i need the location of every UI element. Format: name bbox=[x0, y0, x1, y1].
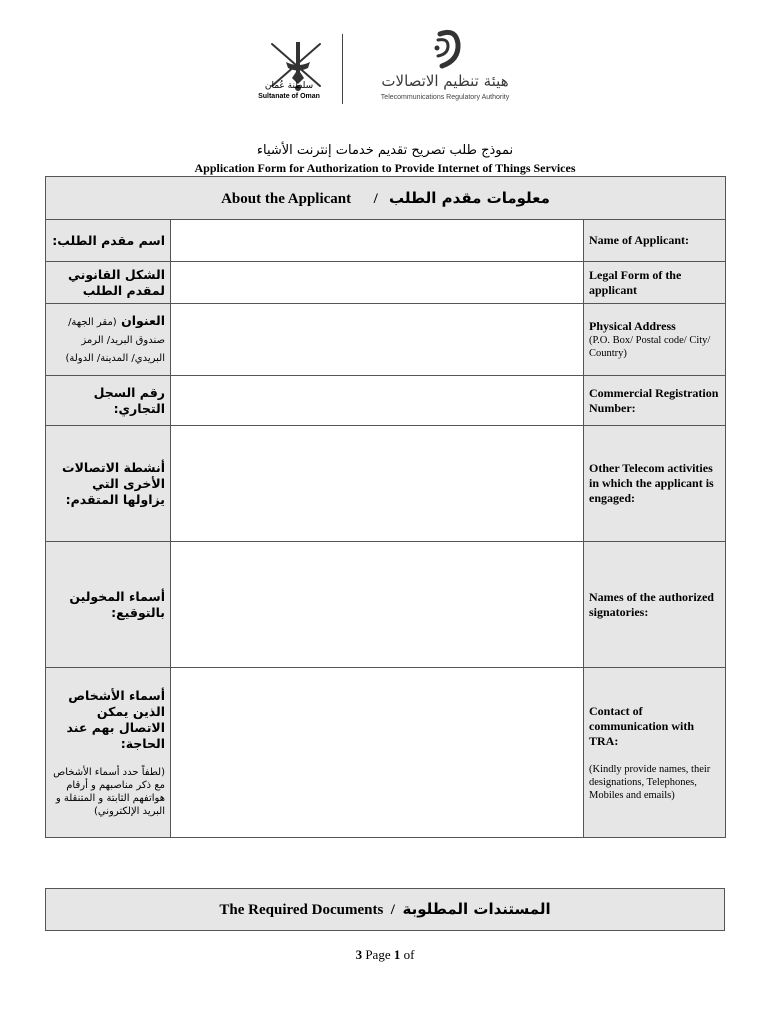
field-label-en: Legal Form of the applicant bbox=[584, 262, 726, 304]
field-label-ar: رقم السجل التجاري: bbox=[46, 376, 171, 426]
authority-name-en: Telecommunications Regulatory Authority bbox=[380, 94, 510, 101]
contact-label-en: Contact of communication with TRA: bbox=[589, 703, 694, 748]
table-row bbox=[46, 426, 726, 542]
contact-persons-input[interactable] bbox=[171, 668, 584, 838]
section-required-documents bbox=[45, 888, 725, 931]
field-label-ar bbox=[46, 304, 171, 376]
tra-logo-icon bbox=[426, 26, 466, 70]
form-title-ar: نموذج طلب تصريح تقديم خدمات إنترنت الأشياء bbox=[256, 143, 514, 158]
emblem-caption-en: Sultanate of Oman bbox=[258, 93, 320, 100]
field-label-ar: الشكل القانوني لمقدم الطلب bbox=[46, 262, 171, 304]
section-about-label-en: About the Applicant bbox=[221, 190, 352, 207]
address-label-en: Physical Address bbox=[589, 319, 676, 333]
commercial-registration-input[interactable] bbox=[171, 376, 584, 426]
field-label-ar: أسماء المخولين بالتوقيع: bbox=[46, 542, 171, 668]
table-row bbox=[46, 542, 726, 668]
contact-note-ar: (لطفاً حدد أسماء الأشخاص مع ذكر مناصبهم و أرقام هواتفهم الثابتة و المتنقلة و البريد الإلكتروني) bbox=[53, 766, 165, 817]
other-activities-input[interactable] bbox=[171, 426, 584, 542]
section-about-applicant bbox=[46, 177, 726, 220]
of-word: of bbox=[403, 947, 415, 962]
section-docs-label-ar: المستندات المطلوبة bbox=[402, 900, 551, 918]
applicant-form-table bbox=[45, 176, 726, 838]
emblem-caption-ar: سلطنة عُمان bbox=[264, 81, 314, 91]
contact-label-ar: أسماء الأشخاص الذين يمكن الاتصال بهم عند الحاجة: bbox=[66, 687, 165, 751]
total-pages: 3 bbox=[355, 947, 363, 962]
authorized-signatories-input[interactable] bbox=[171, 542, 584, 668]
legal-form-input[interactable] bbox=[171, 262, 584, 304]
current-page: 1 bbox=[393, 947, 401, 962]
applicant-name-input[interactable] bbox=[171, 220, 584, 262]
field-label-ar: أنشطة الاتصالات الأخرى التي يزاولها المتقدم: bbox=[46, 426, 171, 542]
field-label-en bbox=[584, 668, 726, 838]
field-label-en bbox=[584, 304, 726, 376]
section-about-label-ar: معلومات مقدم الطلب bbox=[389, 188, 550, 207]
table-row bbox=[46, 304, 726, 376]
section-about-separator: / bbox=[373, 190, 378, 207]
field-label-ar bbox=[46, 668, 171, 838]
section-docs-separator: / bbox=[390, 902, 395, 918]
page-header bbox=[250, 26, 550, 108]
address-label-ar: العنوان bbox=[121, 312, 165, 328]
table-row bbox=[46, 668, 726, 838]
logo-divider bbox=[342, 34, 343, 104]
form-title-en: Application Form for Authorization to Provide Internet of Things Services bbox=[194, 161, 576, 175]
table-row bbox=[46, 220, 726, 262]
table-row bbox=[46, 376, 726, 426]
field-label-en: Commercial Registration Number: bbox=[584, 376, 726, 426]
field-label-en: Name of Applicant: bbox=[584, 220, 726, 262]
field-label-en: Other Telecom activities in which the applicant is engaged: bbox=[584, 426, 726, 542]
page-word: Page bbox=[365, 947, 391, 962]
address-note-en: (P.O. Box/ Postal code/ City/ Country) bbox=[589, 335, 711, 359]
field-label-en: Names of the authorized signatories: bbox=[584, 542, 726, 668]
authority-name-ar: هيئة تنظيم الاتصالات bbox=[381, 72, 509, 90]
address-note-ar: (مقر الجهة/ صندوق البريد/ الرمز البريدي/ المدينة/ الدولة) bbox=[65, 316, 165, 364]
section-docs-label-en: The Required Documents bbox=[219, 902, 384, 918]
page-footer bbox=[0, 947, 770, 963]
field-label-ar: اسم مقدم الطلب: bbox=[46, 220, 171, 262]
physical-address-input[interactable] bbox=[171, 304, 584, 376]
table-row bbox=[46, 262, 726, 304]
section-header-row bbox=[46, 177, 726, 220]
contact-note-en: (Kindly provide names, their designations, Telephones, Mobiles and emails) bbox=[589, 763, 711, 801]
